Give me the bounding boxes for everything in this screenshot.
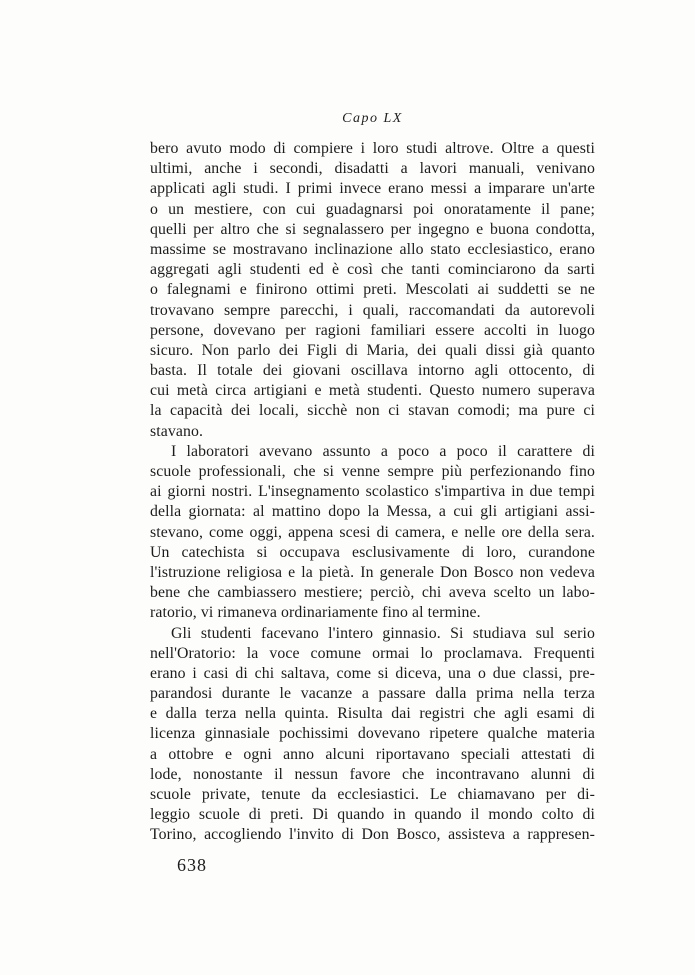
paragraph xyxy=(150,624,595,846)
text-line: erano i casi di chi saltava, come si diceva, una o due classi, pre- xyxy=(150,664,595,682)
paragraph xyxy=(150,139,595,442)
text-line: ai giorni nostri. L'insegnamento scolastico s'impartiva in due tempi xyxy=(150,483,595,501)
text-line: sicuro. Non parlo dei Figli di Maria, dei quali dissi già quanto xyxy=(150,341,595,359)
text-line: nell'Oratorio: la voce comune ormai lo proclamava. Frequenti xyxy=(150,644,595,662)
text-line: bene che cambiassero mestiere; perciò, chi aveva scelto un labo- xyxy=(150,584,595,602)
text-line: trovavano sempre parecchi, i quali, raccomandati da autorevoli xyxy=(150,301,595,319)
text-line: aggregati agli studenti ed è così che tanti cominciarono da sarti xyxy=(150,261,595,279)
text-block xyxy=(150,139,595,846)
text-line: I laboratori avevano assunto a poco a poco il carattere di xyxy=(171,442,595,460)
chapter-header: Capo LX xyxy=(342,111,403,126)
text-line: a ottobre e ogni anno alcuni riportavano speciali attestati di xyxy=(150,745,595,763)
text-line: licenza ginnasiale pochissimi dovevano ripetere qualche materia xyxy=(150,725,595,743)
text-line: basta. Il totale dei giovani oscillava intorno agli ottocento, di xyxy=(150,362,595,380)
text-line: applicati agli studi. I primi invece erano messi a imparare un'arte xyxy=(150,180,595,198)
text-line: leggio scuole di preti. Di quando in quando il mondo colto di xyxy=(150,806,595,824)
page-number: 638 xyxy=(177,855,207,875)
text-line: Un catechista si occupava esclusivamente di loro, curandone xyxy=(150,543,595,561)
text-line: stevano, come oggi, appena scesi di camera, e nelle ore della sera. xyxy=(150,523,595,541)
text-line: scuole professionali, che si venne sempre più perfezionando fino xyxy=(150,463,595,480)
text-line: o falegnami e finirono ottimi preti. Mescolati ai suddetti se ne xyxy=(150,281,595,299)
text-line: Gli studenti facevano l'intero ginnasio. Si studiava sul serio xyxy=(171,624,595,642)
text-line: e dalla terza nella quinta. Risulta dai registri che agli esami di xyxy=(150,705,595,723)
text-line: cui metà circa artigiani e metà studenti. Questo numero superava xyxy=(150,382,595,400)
text-line: o un mestiere, con cui guadagnarsi poi onoratamente il pane; xyxy=(150,200,595,218)
text-line: quelli per altro che si segnalassero per ingegno e buona condotta, xyxy=(150,220,595,238)
paragraph xyxy=(150,442,595,624)
text-line: l'istruzione religiosa e la pietà. In generale Don Bosco non vedeva xyxy=(150,563,595,581)
text-line: persone, dovevano per ragioni familiari essere accolti in luogo xyxy=(150,321,595,339)
text-line: parandosi durante le vacanze a passare dalla prima nella terza xyxy=(150,685,595,703)
text-line: massime se mostravano inclinazione allo stato ecclesiastico, erano xyxy=(150,240,595,258)
text-line: ratorio, vi rimaneva ordinariamente fino al termine. xyxy=(150,604,481,622)
text-line: lode, nonostante il nessun favore che incontravano alunni di xyxy=(150,765,595,783)
text-line: scuole private, tenute da ecclesiastici. Le chiamavano per di- xyxy=(150,786,595,803)
text-line: ultimi, anche i secondi, disadatti a lavori manuali, venivano xyxy=(150,160,595,178)
text-line: Torino, accogliendo l'invito di Don Bosco, assisteva a rappresen- xyxy=(150,826,595,844)
text-line: della giornata: al mattino dopo la Messa, a cui gli artigiani assi- xyxy=(150,503,595,521)
text-line: stavano. xyxy=(150,422,204,440)
text-line: la capacità dei locali, sicchè non ci stavan comodi; ma pure ci xyxy=(150,402,595,420)
text-line: bero avuto modo di compiere i loro studi altrove. Oltre a questi xyxy=(150,140,595,157)
